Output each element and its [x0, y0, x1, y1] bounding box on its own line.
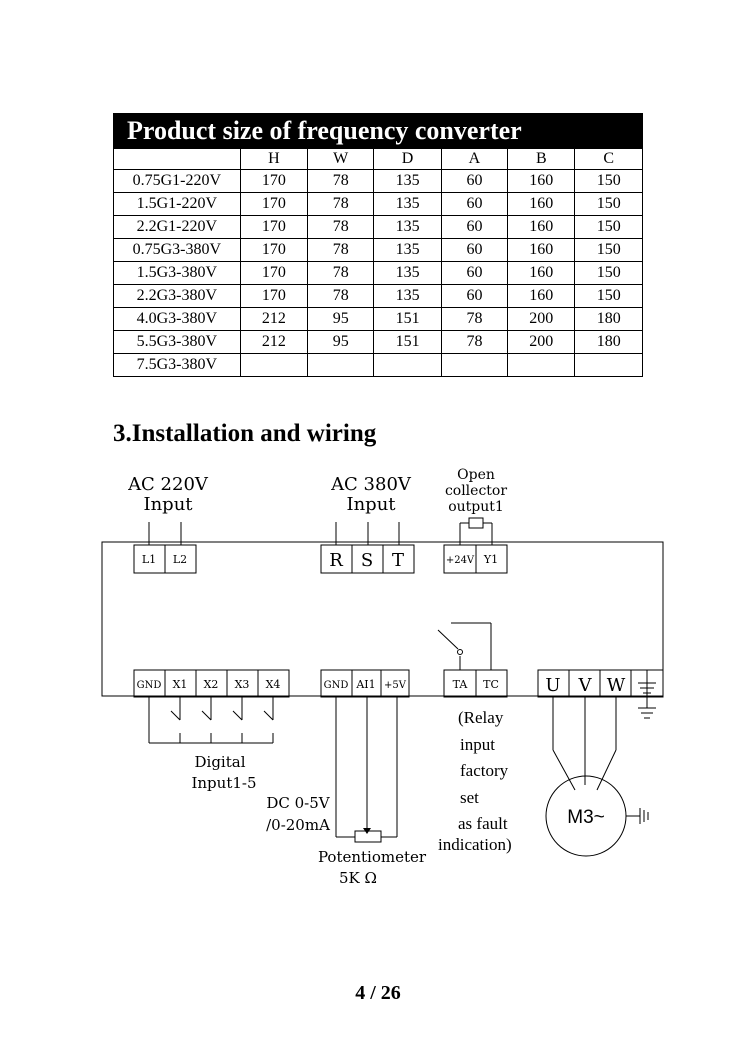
- terminal-gnd-analog: GND: [323, 680, 349, 691]
- dimension-cell: 150: [575, 216, 643, 239]
- dimension-cell: 170: [240, 170, 307, 193]
- dimension-cell: 150: [575, 285, 643, 308]
- dimension-cell: 180: [575, 308, 643, 331]
- terminal-w: W: [606, 675, 626, 696]
- terminal-5v: +5V: [384, 680, 406, 691]
- relay-note-4: set: [460, 788, 479, 807]
- model-cell: 4.0G3-380V: [114, 308, 241, 331]
- dimension-cell: 150: [575, 262, 643, 285]
- dimension-cell: 150: [575, 193, 643, 216]
- dimension-cell: 170: [240, 262, 307, 285]
- terminal-u: U: [545, 675, 561, 696]
- dimension-cell: 170: [240, 193, 307, 216]
- dimension-cell: 135: [374, 285, 441, 308]
- terminal-x4: X4: [265, 678, 281, 691]
- relay-note-2: input: [460, 735, 495, 754]
- ac380-input-label: Input: [346, 494, 396, 515]
- dimension-cell: 160: [508, 239, 575, 262]
- terminal-r: R: [329, 550, 343, 571]
- model-cell: 0.75G1-220V: [114, 170, 241, 193]
- dimension-cell: 78: [441, 308, 507, 331]
- terminal-s: S: [360, 550, 374, 571]
- open-collector-label-1: Open: [457, 467, 495, 483]
- dimension-cell: 135: [374, 193, 441, 216]
- relay-note-6: indication): [438, 835, 512, 854]
- relay-note-5: as fault: [458, 814, 508, 833]
- column-header: B: [508, 149, 575, 170]
- model-cell: 1.5G1-220V: [114, 193, 241, 216]
- dimension-cell: 160: [508, 193, 575, 216]
- dimension-cell: 212: [240, 331, 307, 354]
- dimension-cell: 78: [308, 216, 374, 239]
- dimension-cell: 60: [441, 239, 507, 262]
- model-cell: 2.2G1-220V: [114, 216, 241, 239]
- terminal-ta: TA: [452, 678, 468, 691]
- terminal-l2: L2: [172, 553, 188, 566]
- ac380-label: AC 380V: [331, 474, 411, 495]
- dimension-cell: 60: [441, 262, 507, 285]
- terminal-v: V: [578, 675, 592, 696]
- ac220-label: AC 220V: [128, 474, 208, 495]
- dimension-cell: 150: [575, 170, 643, 193]
- dimension-cell: 160: [508, 262, 575, 285]
- dimension-cell: 60: [441, 216, 507, 239]
- dc-current-label: /0-20mA: [266, 816, 330, 834]
- model-cell: 2.2G3-380V: [114, 285, 241, 308]
- dc-voltage-label: DC 0-5V: [266, 794, 330, 812]
- model-cell: 0.75G3-380V: [114, 239, 241, 262]
- dimension-cell: 78: [308, 285, 374, 308]
- dimension-cell: 170: [240, 239, 307, 262]
- column-header: A: [441, 149, 507, 170]
- section-heading: 3.Installation and wiring: [113, 420, 377, 447]
- dimension-cell: 160: [508, 285, 575, 308]
- dimension-cell: 150: [575, 239, 643, 262]
- model-cell: 7.5G3-380V: [114, 354, 241, 377]
- open-collector-label-3: output1: [448, 499, 504, 515]
- column-header: C: [575, 149, 643, 170]
- dimension-cell: 95: [308, 331, 374, 354]
- ac220-input-label: Input: [143, 494, 193, 515]
- motor-label: M3~: [567, 807, 605, 828]
- terminal-x3: X3: [234, 678, 250, 691]
- potentiometer-value-label: 5K Ω: [339, 869, 377, 887]
- page-number: 4 / 26: [355, 982, 401, 1004]
- dimension-cell: 200: [508, 331, 575, 354]
- terminal-x1: X1: [172, 678, 188, 691]
- dimension-cell: 135: [374, 170, 441, 193]
- dimension-cell: 160: [508, 170, 575, 193]
- potentiometer-label: Potentiometer: [317, 848, 427, 866]
- dimension-cell: 151: [374, 331, 441, 354]
- dimension-cell: 170: [240, 216, 307, 239]
- dimension-cell: 60: [441, 193, 507, 216]
- dimension-cell: 60: [441, 170, 507, 193]
- terminal-ai1: AI1: [356, 678, 376, 691]
- digital-input-label: Digital: [194, 753, 246, 771]
- dimension-cell: 180: [575, 331, 643, 354]
- dimension-cell: 200: [508, 308, 575, 331]
- dimension-cell: 78: [308, 193, 374, 216]
- dimension-cell: 170: [240, 285, 307, 308]
- dimension-cell: 60: [441, 285, 507, 308]
- dimension-cell: 78: [308, 239, 374, 262]
- dimension-cell: 212: [240, 308, 307, 331]
- column-header: W: [308, 149, 374, 170]
- terminal-gnd-digital: GND: [136, 680, 162, 691]
- terminal-y1: Y1: [483, 553, 499, 566]
- terminal-tc: TC: [483, 678, 499, 691]
- table-title: Product size of frequency converter: [114, 114, 643, 149]
- column-header: D: [374, 149, 441, 170]
- dimension-cell: 78: [441, 331, 507, 354]
- model-cell: 5.5G3-380V: [114, 331, 241, 354]
- digital-input-range-label: Input1-5: [191, 774, 257, 792]
- relay-note-3: factory: [460, 761, 509, 780]
- relay-note-1: (Relay: [458, 708, 504, 727]
- dimension-cell: 135: [374, 216, 441, 239]
- terminal-l1: L1: [141, 553, 157, 566]
- dimension-cell: 78: [308, 262, 374, 285]
- dimension-cell: 135: [374, 262, 441, 285]
- dimension-cell: 151: [374, 308, 441, 331]
- terminal-t: T: [391, 550, 405, 571]
- dimension-cell: 135: [374, 239, 441, 262]
- dimension-cell: 78: [308, 170, 374, 193]
- terminal-x2: X2: [203, 678, 219, 691]
- terminal-24v: +24V: [445, 555, 475, 566]
- column-header: H: [240, 149, 307, 170]
- dimension-cell: 95: [308, 308, 374, 331]
- model-cell: 1.5G3-380V: [114, 262, 241, 285]
- open-collector-label-2: collector: [444, 483, 508, 499]
- dimension-cell: 160: [508, 216, 575, 239]
